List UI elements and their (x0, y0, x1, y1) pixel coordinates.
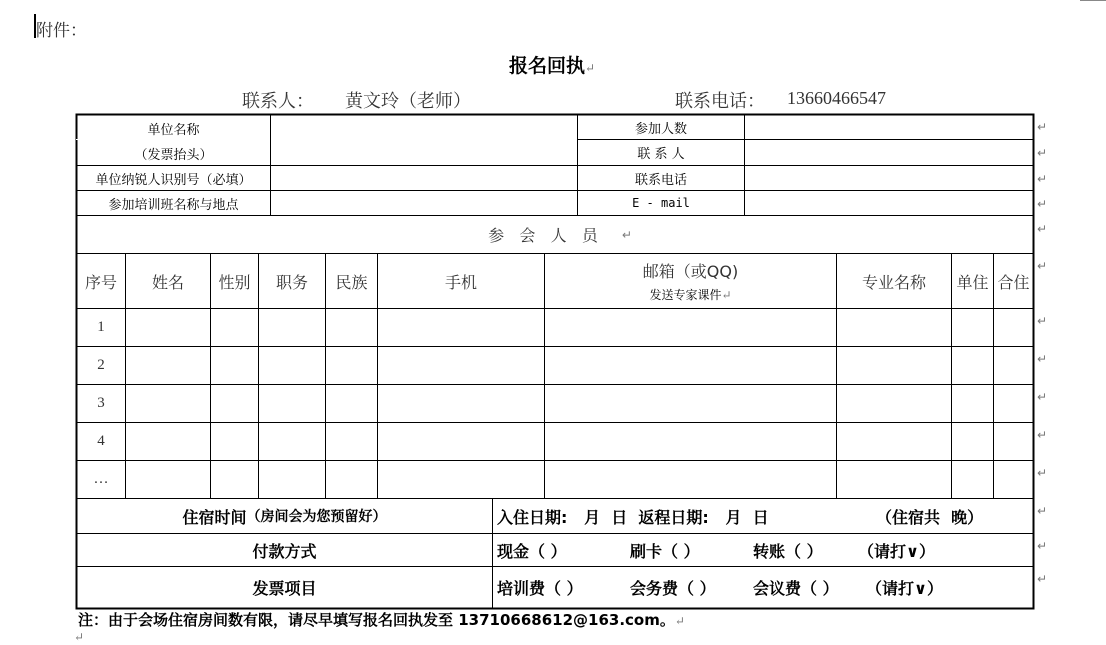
col-header-gender: 性别 (218, 272, 251, 292)
footnote-text: 注：由于会场住宿房间数有限，请尽早填写报名回执发至 13710668612@163.com。 (78, 611, 675, 629)
paragraph-mark: ↵ (721, 288, 732, 302)
training-name-field[interactable] (271, 191, 577, 215)
col-header-position: 职务 (275, 272, 308, 292)
contact-person-field-label: 联 系 人 (637, 147, 685, 162)
payment-check-note: （请打∨） (858, 541, 935, 561)
accommodation-label-text: 住宿时间 (182, 507, 247, 527)
invoice-conference-fee-option[interactable]: 会务费（ ） (630, 579, 716, 598)
tax-id-field[interactable] (271, 166, 577, 190)
invoice-meeting-fee-option[interactable]: 会议费（ ） (753, 579, 839, 598)
paragraph-mark: ↵ (1037, 197, 1048, 211)
title-text: 报名回执 (509, 55, 586, 77)
paragraph-mark: ↵ (74, 630, 85, 644)
row-number: 3 (97, 395, 105, 411)
contact-phone-label: 联系电话： (675, 91, 765, 112)
tax-id-label: 单位纳锐人识别号（必填） (95, 172, 252, 188)
paragraph-mark: ↵ (1037, 172, 1048, 186)
invoice-check-note: （请打∨） (866, 579, 943, 598)
row-number: … (93, 471, 109, 487)
payment-card-option[interactable]: 刷卡（ ） (630, 541, 700, 561)
unit-name-field[interactable] (271, 115, 577, 165)
paragraph-mark: ↵ (1037, 146, 1048, 160)
attendees-header-text: 参 会 人 员 (488, 226, 598, 245)
payment-transfer-option[interactable]: 转账（ ） (753, 541, 823, 561)
col-header-name: 姓名 (151, 272, 184, 292)
paragraph-mark: ↵ (674, 614, 685, 628)
col-header-mobile: 手机 (444, 272, 477, 292)
col-header-no: 序号 (84, 272, 117, 292)
unit-name-label: 单位名称 (147, 122, 200, 138)
attachment-label: 附件： (36, 21, 87, 41)
paragraph-mark: ↵ (1037, 504, 1048, 518)
row-number: 2 (97, 357, 105, 373)
invoice-label: 发票项目 (252, 579, 317, 598)
accommodation-dates[interactable]: 入住日期: 月 日 返程日期: 月 日 (497, 507, 769, 527)
contact-phone-field[interactable] (745, 166, 1033, 190)
attendees-section-header (360, 216, 760, 253)
paragraph-mark: ↵ (1037, 390, 1048, 404)
paragraph-mark: ↵ (1037, 120, 1048, 134)
col-header-major: 专业名称 (861, 272, 926, 292)
footnote (78, 609, 685, 630)
accommodation-label (77, 499, 492, 533)
paragraph-mark: ↵ (1037, 428, 1048, 442)
col-header-single-room: 单住 (956, 272, 989, 292)
row-number: 1 (97, 319, 105, 335)
accommodation-nights[interactable]: （住宿共 晚） (876, 507, 984, 527)
paragraph-mark: ↵ (621, 227, 632, 242)
paragraph-mark: ↵ (1037, 259, 1048, 273)
paragraph-mark: ↵ (1037, 222, 1048, 236)
col-header-ethnicity: 民族 (335, 272, 368, 292)
invoice-training-fee-option[interactable]: 培训费（ ） (497, 579, 583, 598)
paragraph-mark: ↵ (1037, 539, 1048, 553)
email-field[interactable] (745, 191, 1033, 215)
contact-person-field[interactable] (745, 140, 1033, 165)
col-header-email-main: 邮箱（或QQ) (642, 262, 739, 281)
paragraph-mark: ↵ (1037, 352, 1048, 366)
contact-person-label: 联系人： (242, 91, 314, 112)
col-header-shared-room: 合住 (997, 272, 1030, 292)
training-name-label: 参加培训班名称与地点 (108, 197, 239, 213)
paragraph-mark: ↵ (1037, 314, 1048, 328)
contact-person-name: 黄文玲（老师） (345, 91, 471, 112)
col-header-email (545, 254, 836, 308)
contact-phone-number: 13660466547 (787, 88, 886, 108)
payment-cash-option[interactable]: 现金（ ） (497, 541, 567, 561)
unit-name-note: （发票抬头） (134, 147, 213, 163)
paragraph-mark: ↵ (1037, 466, 1048, 480)
row-number: 4 (97, 433, 105, 449)
accommodation-label-note: （房间会为您预留好） (246, 509, 387, 525)
paragraph-mark: ↵ (1037, 572, 1048, 586)
attendee-count-field[interactable] (745, 115, 1033, 139)
email-field-label: E - mail (632, 196, 690, 210)
payment-label: 付款方式 (252, 541, 317, 561)
paragraph-mark: ↵ (585, 61, 596, 75)
col-header-email-note: 发送专家课件 (649, 288, 722, 302)
contact-phone-field-label: 联系电话 (634, 172, 687, 188)
attendee-count-label: 参加人数 (634, 121, 687, 137)
